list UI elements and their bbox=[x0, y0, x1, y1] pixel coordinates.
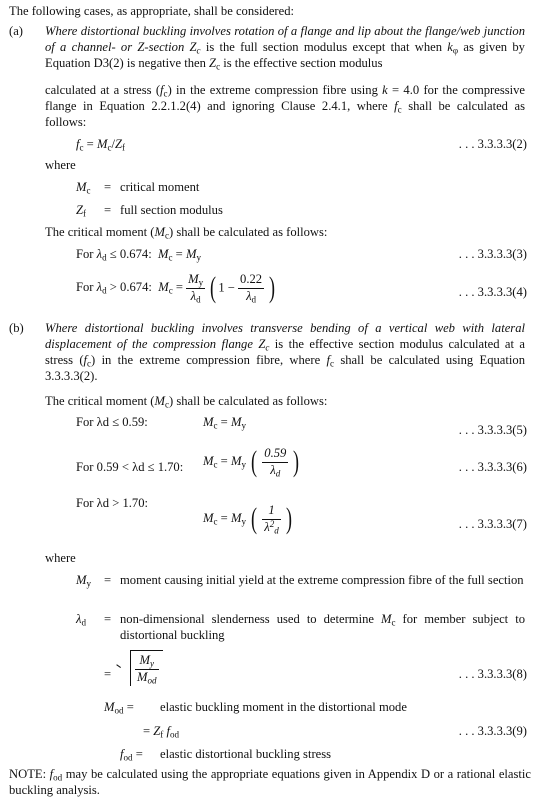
equation-3: For $\lambda_d \le 0.674$: $M_c = M_y$ bbox=[76, 247, 201, 263]
where-a: where bbox=[45, 158, 76, 172]
def-zf-text: full section modulus bbox=[120, 203, 223, 217]
case-b-label: (b) bbox=[9, 321, 24, 335]
def-mc-text: critical moment bbox=[120, 180, 200, 194]
case-a-paragraph-1: Where distortional buckling involves rotation of a flange and lip about the flange/web junction of a channel- or Z-section $Z_c$ is the full section modulus except that when $k_\varphi$ as given by Equation D3(2) is negative then $Z_c$ is the effective section modulus bbox=[45, 24, 525, 72]
def-ld-symbol: $\lambda_d$ bbox=[76, 612, 86, 628]
equation-4-number: . . . 3.3.3.3(4) bbox=[458, 285, 527, 299]
def-mc-symbol: $M_c$ bbox=[76, 180, 91, 196]
equation-6-case: For 0.59 < λd ≤ 1.70: bbox=[76, 460, 184, 474]
equation-2-number: . . . 3.3.3.3(2) bbox=[458, 137, 527, 151]
equation-7-case: For λd > 1.70: bbox=[76, 496, 148, 510]
def-my-text: moment causing initial yield at the extreme compression fibre of the full section bbox=[120, 573, 524, 587]
def-my-symbol: $M_y$ bbox=[76, 573, 92, 589]
def-fod-text: elastic distortional buckling stress bbox=[160, 747, 332, 761]
equation-6-number: . . . 3.3.3.3(6) bbox=[458, 460, 527, 474]
where-defs: where bbox=[45, 551, 76, 565]
note: NOTE: $f_{od}$ may be calculated using the appropriate equations given in Appendix D or a rational elastic buckling analysis. bbox=[9, 767, 531, 797]
def-zf-symbol: $Z_f$ bbox=[76, 203, 87, 219]
critical-moment-b: The critical moment $(M_c)$ shall be calculated as follows: bbox=[45, 394, 328, 410]
case-a-paragraph-2: calculated at a stress $(f_c)$ in the extreme compression fibre using k = 4.0 for the compressive flange in Equation 2.2.1.2(4) and ignoring Clause 2.4.1, where $f_c$ shall be calculated as follows: bbox=[45, 83, 526, 129]
equation-5-number: . . . 3.3.3.3(5) bbox=[458, 423, 527, 437]
equation-8: $\frac{M_y}{M_{od}}$ bbox=[116, 650, 163, 686]
intro-text: The following cases, as appropriate, shall be considered: bbox=[9, 4, 295, 18]
equation-2: $f_c = M_c/Z_f$ bbox=[76, 137, 126, 153]
equation-5: $M_c = M_y$ bbox=[203, 415, 246, 431]
equation-7: $M_c = M_y$ ( $\frac{1}{\lambda^2_d}$ ) bbox=[203, 502, 292, 536]
def-my-eq: = bbox=[104, 573, 112, 587]
def-mc-eq: = bbox=[104, 180, 112, 194]
equation-8-number: . . . 3.3.3.3(8) bbox=[458, 667, 527, 681]
equation-5-case: For λd ≤ 0.59: bbox=[76, 415, 148, 429]
critical-moment-a: The critical moment $(M_c)$ shall be calculated as follows: bbox=[45, 225, 328, 241]
case-a-label: (a) bbox=[9, 24, 23, 38]
equation-7-number: . . . 3.3.3.3(7) bbox=[458, 517, 527, 531]
def-mod-text: elastic buckling moment in the distortional mode bbox=[160, 700, 407, 714]
eq8-eq: = bbox=[104, 667, 112, 681]
equation-3-number: . . . 3.3.3.3(3) bbox=[458, 247, 527, 261]
case-b-paragraph-1: Where distortional buckling involves transverse bending of a vertical web with lateral displacement of the compression flange $Z_c$ is the effective section modulus calculated at a stress $(f_c)$ in the extreme compression fibre, where $f_c$ shall be calculated using Equation 3.3.3.3(2). bbox=[45, 321, 525, 383]
equation-9-number: . . . 3.3.3.3(9) bbox=[458, 724, 527, 738]
def-ld-text: non-dimensional slenderness used to determine $M_c$ for member subject to distortional buckling bbox=[120, 612, 525, 642]
equation-9: = $Z_f$ $f_{od}$ bbox=[143, 724, 180, 740]
def-mod-symbol: $M_{od}$ = bbox=[104, 700, 134, 716]
def-fod-symbol: $f_{od}$ = bbox=[120, 747, 143, 763]
def-zf-eq: = bbox=[104, 203, 112, 217]
equation-6: $M_c = M_y$ ( $\frac{0.59}{\lambda_d}$ ) bbox=[203, 445, 300, 479]
def-ld-eq: = bbox=[104, 612, 112, 626]
equation-4: For $\lambda_d > 0.674$: $M_c$ = $\frac{M_y}{\lambda_d}$ ( 1 − $\frac{0.22}{\lambda_d}$ ) bbox=[76, 271, 276, 305]
